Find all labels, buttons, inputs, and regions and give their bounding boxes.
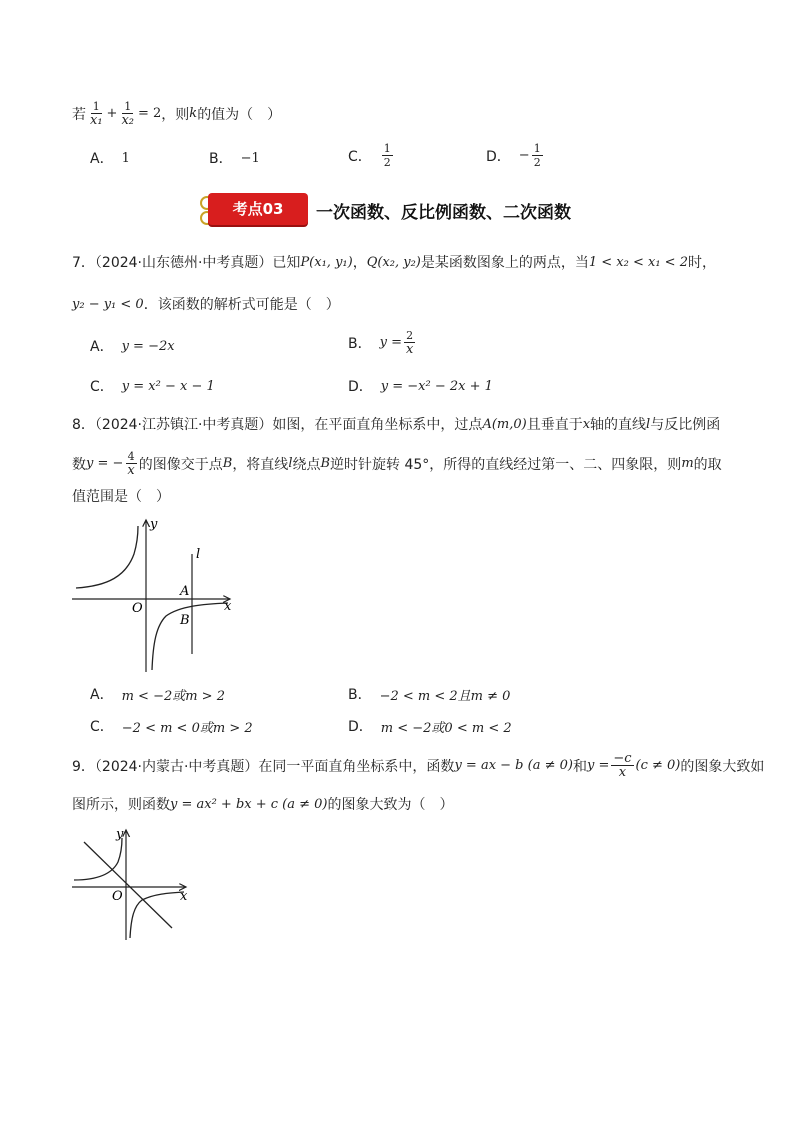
q6-frac1-den: x₁ [90, 113, 103, 128]
q9-label-x: x [180, 889, 188, 904]
q7-option-d-value: y = −x² − 2x + 1 [380, 378, 493, 394]
q8-text-2a: 数 [72, 456, 86, 473]
q6-stem-prefix: 若 [72, 106, 86, 123]
q7-question: ．该函数的解析式可能是（ ） [143, 297, 340, 313]
q7-option-d[interactable] [348, 376, 493, 396]
q6-option-d-sign: − [518, 148, 530, 163]
q6-stem-end: 的值为（ ） [197, 106, 282, 123]
q6-option-a[interactable] [90, 148, 130, 168]
q8-option-d-label: D． [348, 719, 373, 735]
q6-option-b-value: −1 [240, 150, 260, 166]
q7-option-d-label: D． [348, 379, 373, 395]
q8-option-c[interactable] [90, 716, 253, 736]
q7-option-b-lhs: y = [379, 335, 402, 350]
q8-option-a-value: m < −2或m > 2 [121, 688, 225, 704]
q7-option-a-value: y = −2x [121, 338, 175, 354]
q8-m: m [681, 456, 694, 471]
q7-prefix: 7．（2024·山东德州·中考真题）已知 [72, 255, 301, 271]
q9-func2-lhs: y = [586, 758, 610, 773]
q6-eq: = 2 [138, 106, 162, 121]
q8-stem-line2 [72, 450, 722, 477]
q7-end: 时， [687, 255, 716, 271]
q8-label-o: O [132, 601, 143, 616]
q8-text-1d: 与反比例函 [650, 417, 721, 433]
q8-text-2e: 逆时针旋转 45°，所得的直线经过第一、二、四象限，则 [330, 456, 682, 473]
q6-frac1-num: 1 [92, 100, 100, 113]
q8-label-l: l [196, 547, 201, 562]
q9-label-o: O [112, 889, 123, 904]
q9-stem-line2 [72, 794, 454, 814]
q7-option-c-label: C． [90, 379, 114, 395]
q9-func2-cond: (c ≠ 0) [635, 758, 681, 773]
q7-point-p: P(x₁, y₁) [300, 254, 353, 270]
q8-curve-lower-right [152, 603, 228, 670]
q7-option-b-label: B． [348, 335, 372, 352]
q6-k: k [189, 106, 198, 121]
q9-line [84, 842, 172, 928]
q9-curve-upper-left [74, 838, 122, 880]
q9-func2-den: x [618, 765, 627, 780]
q7-stem-line1 [72, 252, 716, 272]
q7-inequality: y₂ − y₁ < 0 [72, 296, 144, 312]
q8-text-2b: 的图像交于点 [138, 456, 223, 473]
q8-option-d[interactable] [348, 716, 512, 736]
q9-func2-num: −c [613, 751, 632, 766]
q9-text-2a: 图所示，则函数 [72, 797, 170, 813]
q8-func-lhs: y = − [86, 456, 124, 471]
q6-option-b[interactable] [209, 148, 260, 168]
section-tag-label: 考点03 [232, 200, 284, 218]
q6-option-a-value: 1 [121, 150, 130, 166]
q7-mid: 是某函数图象上的两点，当 [420, 255, 589, 271]
q6-frac1 [88, 100, 105, 127]
q6-frac2-den: x₂ [121, 113, 134, 128]
q7-stem-line2 [72, 294, 340, 314]
q8-l: l [646, 416, 651, 432]
q8-option-b-value: −2 < m < 2且m ≠ 0 [379, 688, 511, 704]
q8-option-d-value: m < −2或0 < m < 2 [380, 720, 512, 736]
q6-option-a-label: A． [90, 151, 114, 167]
q8-stem-line3 [72, 486, 170, 506]
q7-point-q: Q(x₂, y₂) [366, 254, 421, 270]
section-tag [208, 193, 308, 225]
q6-stem-suffix: ，则 [161, 106, 190, 123]
q8-b2: B [320, 456, 331, 471]
q6-option-c-den: 2 [383, 156, 391, 169]
q8-text-2c: ，将直线 [232, 456, 289, 473]
q7-option-a-label: A． [90, 339, 114, 355]
q8-option-c-label: C． [90, 719, 114, 735]
q6-option-d-den: 2 [533, 156, 541, 169]
q6-option-d-label: D． [486, 148, 511, 165]
q6-frac2-num: 1 [124, 100, 132, 113]
q9-graph [68, 824, 194, 944]
q8-func-den: x [127, 463, 135, 478]
q7-option-b-num: 2 [406, 329, 414, 342]
q8-option-b-label: B． [348, 687, 372, 703]
q8-func-num: 4 [127, 450, 135, 463]
q8-option-c-value: −2 < m < 0或m > 2 [121, 720, 253, 736]
q6-option-b-label: B． [209, 151, 233, 167]
q9-text-2b: 的图象大致为（ ） [327, 797, 454, 813]
q9-text-1a: 9．（2024·内蒙古·中考真题）在同一平面直角坐标系中，函数 [72, 758, 455, 775]
q8-x: x [582, 416, 591, 432]
q8-label-a: A [180, 584, 190, 599]
q8-text-1b: 且垂直于 [526, 417, 583, 433]
q6-stem: 若 $\frac{1}{\text{x₁}}$ + $\frac{1}{\text{x₂}}$ = 2 ，则 k 的值为（ ） [72, 100, 282, 128]
q8-stem-line1 [72, 414, 720, 434]
q8-curve-upper-left [76, 526, 138, 588]
q9-func1: y = ax − b (a ≠ 0) [454, 758, 573, 773]
q8-text-3: 值范围是（ ） [72, 489, 170, 505]
q7-sep: ， [352, 255, 367, 271]
q8-point-a: A(m,0) [482, 416, 527, 432]
q6-option-d-num: 1 [533, 142, 541, 155]
q8-text-1a: 8．（2024·江苏镇江·中考真题）如图，在平面直角坐标系中，过点 [72, 417, 483, 433]
q9-label-y: y [116, 827, 124, 842]
q8-b: B [222, 456, 233, 471]
q9-text-1b: 的图象大致如 [680, 758, 765, 775]
q8-text-2d: 绕点 [292, 456, 321, 473]
q6-option-c-num: 1 [383, 142, 391, 155]
q8-option-b[interactable] [348, 684, 510, 704]
q7-option-a[interactable] [90, 336, 175, 356]
q8-option-a-label: A． [90, 687, 114, 703]
q8-l2: l [288, 456, 293, 471]
q6-frac2 [119, 100, 136, 127]
q8-option-a[interactable] [90, 684, 225, 704]
q7-condition: 1 < x₂ < x₁ < 2 [588, 254, 688, 270]
q6-option-c[interactable] [348, 142, 395, 169]
q8-label-b: B [180, 613, 190, 628]
q6-option-d[interactable] [486, 142, 545, 169]
q9-func3: y = ax² + bx + c (a ≠ 0) [170, 796, 328, 812]
q9-stem-line1 [72, 752, 764, 779]
q6-option-c-label: C． [348, 148, 372, 165]
q8-label-y: y [150, 517, 158, 532]
q9-and: 和 [572, 758, 587, 775]
q7-option-c[interactable] [90, 376, 215, 396]
q9-curve-lower-right [130, 892, 184, 938]
q8-label-x: x [224, 599, 232, 614]
q8-text-1c: 轴的直线 [590, 417, 647, 433]
q7-option-b[interactable] [348, 329, 417, 356]
q8-graph [68, 514, 240, 674]
q8-text-2f: 的取 [693, 456, 722, 473]
q7-option-b-den: x [405, 342, 414, 357]
q7-option-c-value: y = x² − x − 1 [121, 378, 215, 394]
section-title: 一次函数、反比例函数、二次函数 [316, 203, 571, 223]
